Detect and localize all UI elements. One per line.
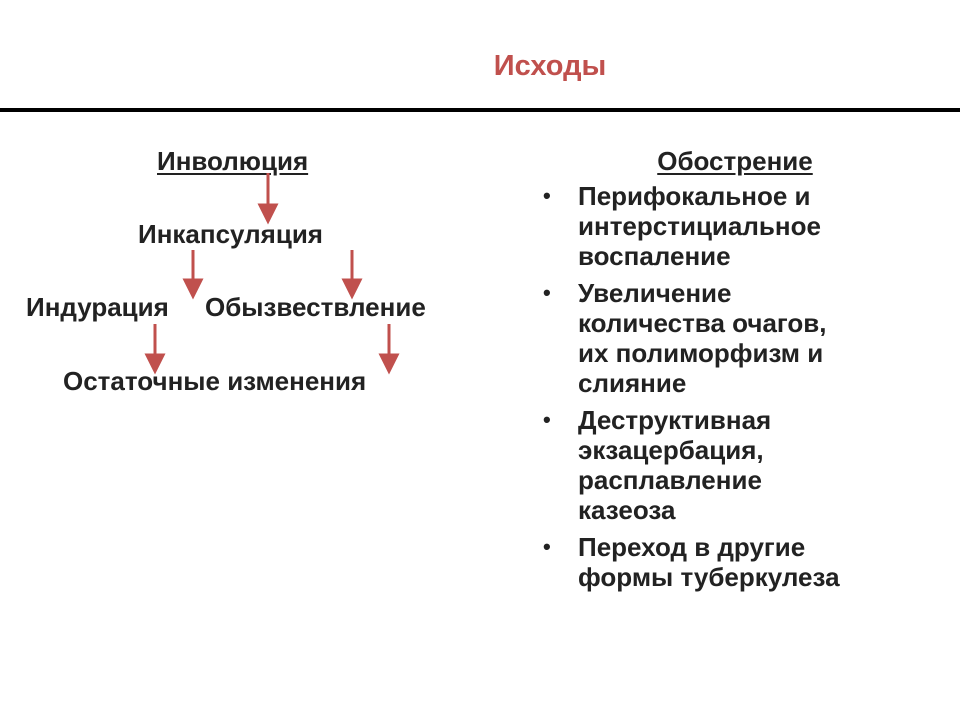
list-item bbox=[540, 405, 940, 525]
slide-title: Исходы bbox=[493, 50, 607, 82]
node-calcification: Обызвествление bbox=[205, 292, 426, 322]
list-item-text: Перифокальное и интерстициальное воспаление bbox=[578, 181, 821, 271]
bullet-icon: • bbox=[543, 407, 551, 432]
list-item-text: Переход в другие формы туберкулеза bbox=[578, 532, 840, 592]
list-item bbox=[540, 181, 940, 271]
node-residual-changes: Остаточные изменения bbox=[63, 366, 367, 396]
list-item bbox=[540, 278, 940, 398]
node-induration: Индурация bbox=[26, 292, 169, 322]
bullet-icon: • bbox=[543, 183, 551, 208]
exacerbation-list bbox=[540, 181, 940, 599]
title-divider bbox=[0, 108, 960, 112]
list-item-text: Деструктивная экзацербация, расплавление казеоза bbox=[578, 405, 772, 525]
list-item bbox=[540, 532, 940, 592]
node-involution: Инволюция bbox=[157, 146, 309, 176]
exacerbation-heading: Обострение bbox=[657, 146, 813, 176]
node-encapsulation: Инкапсуляция bbox=[138, 219, 323, 249]
bullet-icon: • bbox=[543, 280, 551, 305]
list-item-text: Увеличение количества очагов, их полиморфизм и слияние bbox=[578, 278, 827, 398]
bullet-icon: • bbox=[543, 534, 551, 559]
